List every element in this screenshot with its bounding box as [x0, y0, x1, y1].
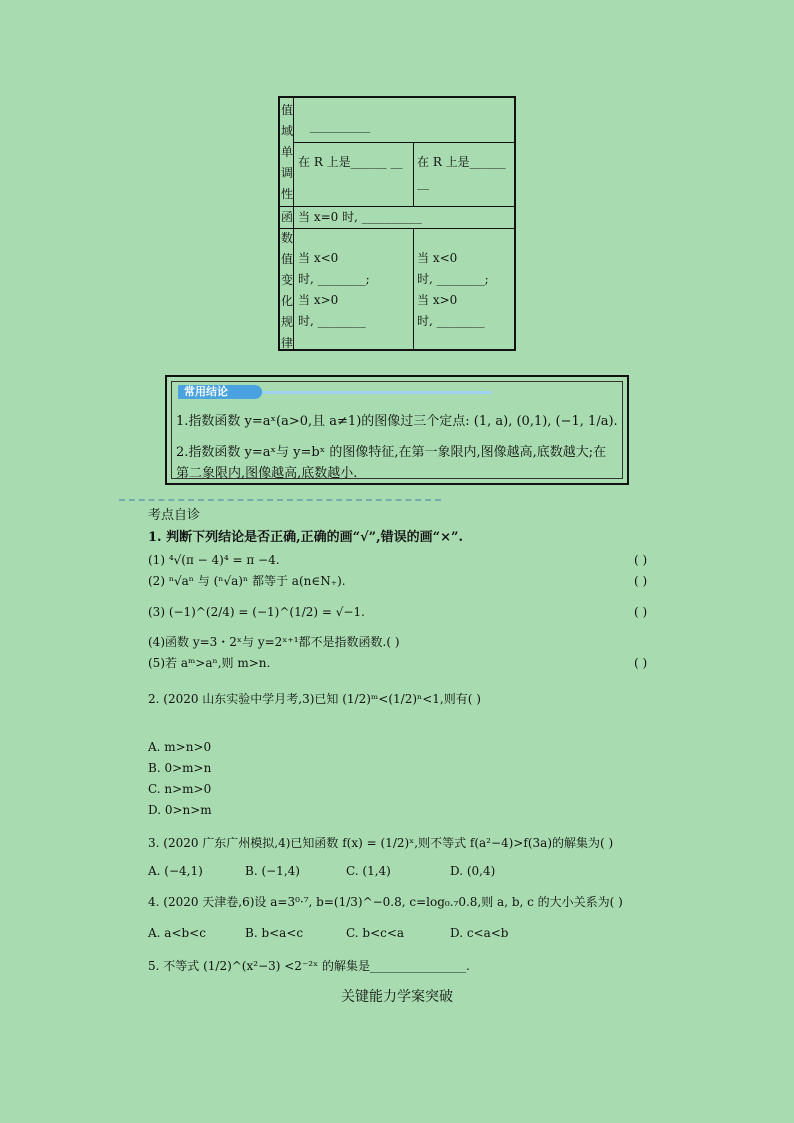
q1-statement-5: (5)若 aᵐ>aⁿ,则 m>n.	[148, 656, 271, 670]
func-left-3: 当 x>0	[298, 293, 339, 307]
q4-option-d: D. c<a<b	[450, 926, 509, 940]
conclusion-item-2-line1: 2.指数函数 y=aˣ与 y=bˣ 的图像特征,在第一象限内,图像越高,底数越大;在	[176, 445, 607, 460]
q4-stem: 4. (2020 天津卷,6)设 a=3⁰·⁷, b=(1/3)^−0.8, c=log₀.₇0.8,则 a, b, c 的大小关系为( )	[148, 895, 623, 909]
func-label: 函数值变化规律	[280, 210, 293, 350]
q2-stem: 2. (2020 山东实验中学月考,3)已知 (1/2)ᵐ<(1/2)ⁿ<1,则有( )	[148, 692, 481, 706]
func-eq0: 当 x=0 时, __________	[298, 210, 422, 224]
monotonic-left: 在 R 上是______ __	[298, 155, 403, 169]
func-right-2: 时, ________;	[417, 272, 489, 286]
section-title: 考点自诊	[148, 508, 201, 523]
func-right-1: 当 x<0	[417, 251, 458, 265]
q1-statement-3: (3) (−1)^(2/4) = (−1)^(1/2) = √−1.	[148, 605, 365, 619]
q3-option-d: D. (0,4)	[450, 864, 496, 878]
q2-option-c: C. n>m>0	[148, 782, 212, 796]
q2-option-b: B. 0>m>n	[148, 761, 212, 775]
q1-statement-1: (1) ⁴√(π − 4)⁴ = π −4.	[148, 553, 280, 567]
q2-option-d: D. 0>n>m	[148, 803, 212, 817]
q1-stem: 1. 判断下列结论是否正确,正确的画“√”,错误的画“×”.	[148, 530, 464, 545]
q1-answer-3: ( )	[634, 605, 648, 619]
q1-answer-5: ( )	[634, 656, 648, 670]
tag-stripe	[256, 391, 492, 394]
q1-answer-1: ( )	[634, 553, 648, 567]
q3-stem: 3. (2020 广东广州模拟,4)已知函数 f(x) = (1/2)ˣ,则不等式 f(a²−4)>f(3a)的解集为( )	[148, 836, 614, 850]
q3-option-c: C. (1,4)	[346, 864, 391, 878]
monotonic-label: 单调性	[280, 145, 293, 201]
property-table	[278, 96, 516, 351]
section-footer-heading: 关键能力学案突破	[341, 989, 453, 1005]
q4-option-c: C. b<c<a	[346, 926, 405, 940]
range-blank: __________	[310, 119, 370, 133]
q3-option-a: A. (−4,1)	[148, 864, 203, 878]
func-left-4: 时, ________	[298, 314, 366, 328]
conclusion-item-2-line2: 第二象限内,图像越高,底数越小.	[176, 466, 358, 481]
q5-stem: 5. 不等式 (1/2)^(x²−3) <2⁻²ˣ 的解集是________________.	[148, 959, 470, 973]
q1-answer-2: ( )	[634, 574, 648, 588]
q1-statement-2: (2) ⁿ√aⁿ 与 (ⁿ√a)ⁿ 都等于 a(n∈N₊).	[148, 574, 346, 588]
q1-statement-4: (4)函数 y=3・2ˣ与 y=2ˣ⁺¹都不是指数函数.( )	[148, 635, 400, 649]
func-left-2: 时, ________;	[298, 272, 370, 286]
q3-option-b: B. (−1,4)	[245, 864, 300, 878]
func-right-3: 当 x>0	[417, 293, 458, 307]
section-divider	[119, 499, 441, 501]
q4-option-a: A. a<b<c	[148, 926, 206, 940]
monotonic-right: 在 R 上是______ __	[417, 155, 506, 190]
range-label: 值域	[280, 103, 293, 138]
func-right-4: 时, ________	[417, 314, 485, 328]
q2-option-a: A. m>n>0	[148, 740, 212, 754]
conclusion-tag: 常用结论	[178, 385, 262, 399]
func-left-1: 当 x<0	[298, 251, 339, 265]
conclusion-box	[165, 375, 629, 485]
q4-option-b: B. b<a<c	[245, 926, 304, 940]
conclusion-item-1: 1.指数函数 y=aˣ(a>0,且 a≠1)的图像过三个定点: (1, a), (0,1), (−1, 1/a).	[176, 414, 618, 429]
